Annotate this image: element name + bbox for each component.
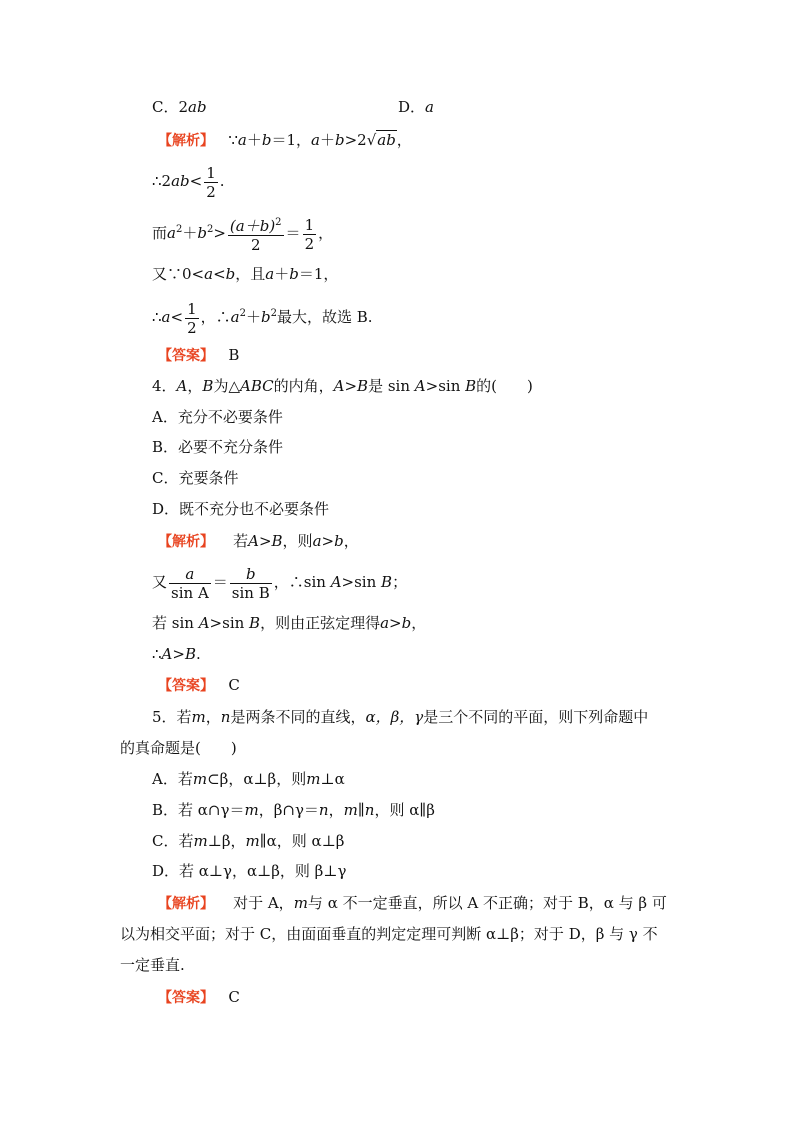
- solution-line: 一定垂直.: [120, 956, 185, 974]
- analysis-tag: 【解析】: [158, 534, 214, 550]
- fraction: $\frac{1}{2}$: [304, 215, 315, 253]
- analysis-tag: 【解析】: [158, 896, 214, 912]
- solution-line: ∴2ab< $\frac{1}{2}$ .: [152, 163, 225, 201]
- answer-tag: 【答案】: [158, 678, 214, 694]
- analysis-tag: 【解析】: [158, 133, 214, 149]
- solution-line: 【解析】 ∵a＋b＝1，a＋b>2√ab，: [158, 131, 412, 149]
- solution-line: 而$a^2+b^2>$ $\frac{(a+b)^2}{2}$ ＝ $\frac{1}{2}$ ，: [152, 215, 334, 254]
- solution-line: ∴a< $\frac{1}{2}$ ，$\therefore a^2+b^2$最大，故选 B.: [152, 299, 373, 337]
- question-4-option-a: A．充分不必要条件: [152, 408, 283, 426]
- solution-line: 若 sin A>sin B，则由正弦定理得a>b，: [152, 614, 427, 632]
- answer-line: 【答案】 B: [158, 346, 240, 364]
- option-c: C．2ab: [152, 98, 207, 116]
- solution-line: 以为相交平面；对于 C，由面面垂直的判定定理可判断 α⊥β；对于 D，β 与 γ 不: [120, 925, 658, 943]
- answer-tag: 【答案】: [158, 990, 214, 1006]
- fraction: $\frac{1}{2}$: [206, 163, 216, 201]
- fraction: $\frac{b}{\text{sin B}}$: [231, 564, 270, 602]
- fraction: $\frac{(a+b)^2}{2}$: [228, 214, 284, 254]
- question-4-option-c: C．充要条件: [152, 469, 239, 487]
- question-4-option-d: D．既不充分也不必要条件: [152, 500, 330, 518]
- fraction: $\frac{1}{2}$: [187, 299, 197, 337]
- question-5-option-d: D．若 α⊥γ，α⊥β，则 β⊥γ: [152, 862, 347, 880]
- sqrt-ab: √ab: [366, 131, 396, 149]
- question-5-stem: 5．若m，n是两条不同的直线，α，β，γ是三个不同的平面，则下列命题中: [152, 708, 649, 726]
- question-4-stem: 4．A，B为△ABC的内角，A>B是 sin A>sin B的( ): [152, 377, 533, 395]
- answer-line: 【答案】 C: [158, 988, 240, 1006]
- question-5-option-b: B．若 α∩γ＝m，β∩γ＝n，m∥n，则 α∥β: [152, 801, 435, 819]
- solution-line: ∴A>B.: [152, 645, 201, 663]
- answer-line: 【答案】 C: [158, 676, 240, 694]
- solution-line: 又∵0<a<b，且a＋b＝1，: [152, 265, 339, 283]
- question-5-stem-cont: 的真命题是( ): [120, 739, 237, 757]
- option-d: D．a: [398, 98, 434, 116]
- fraction: $\frac{a}{\text{sin A}}$: [171, 564, 209, 602]
- answer-tag: 【答案】: [158, 348, 214, 364]
- question-5-option-c: C．若m⊥β，m∥α，则 α⊥β: [152, 832, 345, 850]
- question-4-option-b: B．必要不充分条件: [152, 438, 284, 456]
- solution-line: 又 $\frac{a}{\text{sin A}}$ ＝ $\frac{b}{\text{sin B}}$ ，∴sin A>sin B；: [152, 564, 408, 602]
- solution-line: 【解析】 若A>B，则a>b，: [158, 532, 359, 550]
- question-5-option-a: A．若m⊂β，α⊥β，则m⊥α: [152, 770, 345, 788]
- solution-line: 【解析】 对于 A，m与 α 不一定垂直，所以 A 不正确；对于 B，α 与 β 可: [158, 894, 667, 912]
